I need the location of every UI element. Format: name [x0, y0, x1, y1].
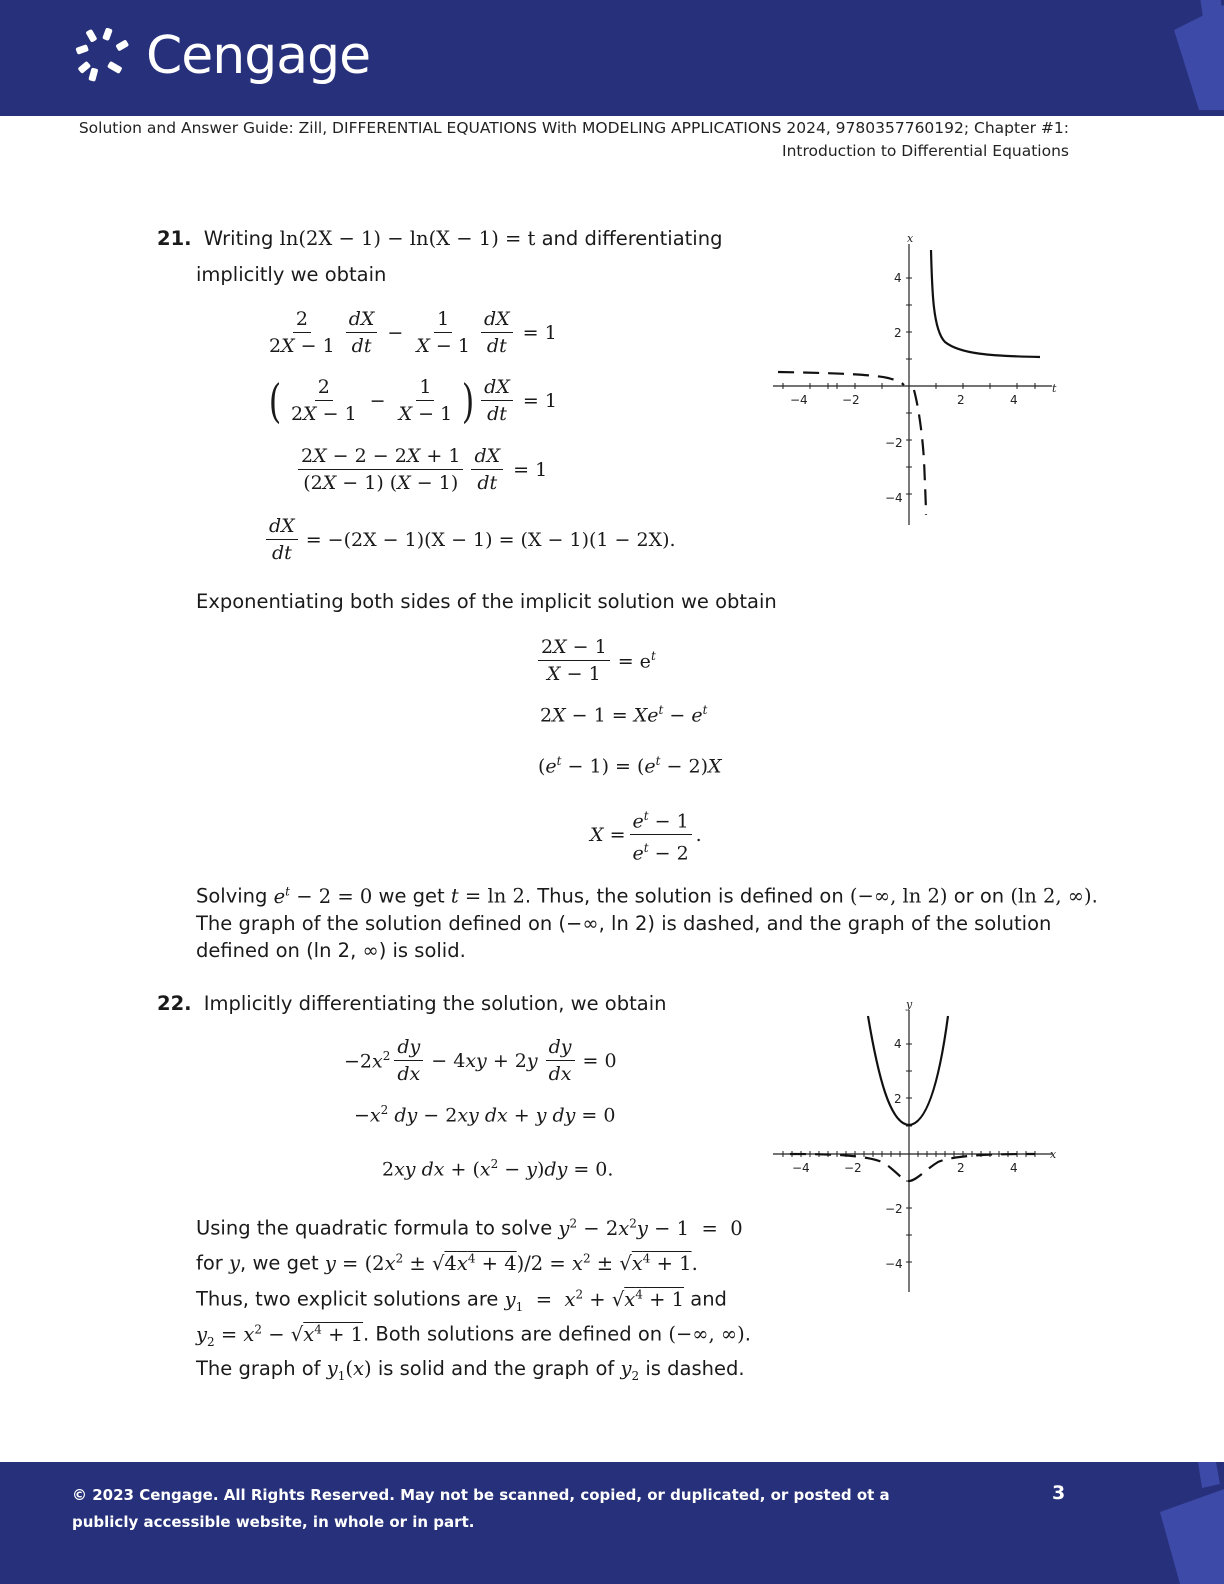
quadratic-line-3: Thus, two explicit solutions are $y_1 = x^2 + √x^4 + 1$ and [196, 1287, 727, 1314]
equation-exp-3: $(e^t - 1) = (e^t - 2)X$ [538, 754, 722, 778]
equation-implicit-2: $-x^2$ dy − 2xy dx + y dy = 0 [354, 1103, 616, 1127]
equation-derivative-1: $\frac{2}{2X - 1}$ $\frac{dX}{dt}$ − $\frac{1}{X - 1}$ $\frac{dX}{dt}$ = 1 [269, 308, 557, 357]
solving-line-2: The graph of the solution defined on (−∞, ln 2) is dashed, and the graph of the solution [196, 912, 1052, 935]
x-tick-label: −4 [790, 393, 808, 407]
problem-21-intro: 21. Writing ln(2X − 1) − ln(X − 1) = t and differentiating [157, 227, 723, 250]
quadratic-line-1: Using the quadratic formula to solve $y^2 - 2x^2y - 1 = 0$ [196, 1216, 743, 1240]
x-tick-label: −2 [844, 1161, 862, 1175]
equation-exp-solution: X = $\frac{e^t - 1}{e^t - 2}$ . [590, 803, 702, 867]
subtitle-line-1: Solution and Answer Guide: Zill, DIFFERENTIAL EQUATIONS With MODELING APPLICATIONS 2024, 9780357760192; Chapter #1: [78, 119, 1069, 137]
y-tick-label: −4 [885, 1257, 903, 1271]
y-tick-label: −2 [885, 436, 903, 450]
intro-equation: ln(2X − 1) − ln(X − 1) = t [279, 227, 536, 250]
y-tick-label: −4 [885, 491, 903, 505]
problem-22-intro: 22. Implicitly differentiating the solution, we obtain [157, 992, 667, 1015]
y-tick-label: 4 [894, 1037, 902, 1051]
problem-number: 22. [157, 992, 192, 1015]
y-tick-label: 4 [894, 271, 902, 285]
cengage-logo-text: Cengage [146, 26, 371, 86]
equation-exp-1: $\frac{2X - 1}{X - 1}$ = $e^t$ [534, 634, 656, 687]
page-footer [0, 1462, 1224, 1584]
solution-curve-y2-dashed [790, 1154, 1035, 1181]
exponentiating-text: Exponentiating both sides of the implicit solution we obtain [196, 590, 777, 613]
x-tick-label: 2 [957, 1161, 965, 1175]
solution-curve-dashed-left [778, 372, 904, 385]
equation-implicit-3: 2xy dx + $(x^2 - y)dy = 0$. [382, 1157, 614, 1181]
equation-implicit-1: $-2x^2$ $\frac{dy}{dx}$ − 4xy + 2y $\frac{dy}{dx}$ = 0 [344, 1036, 617, 1085]
quadratic-line-4: $y_2 = x^2 - √x^4 + 1$. Both solutions are defined on (−∞, ∞). [196, 1322, 751, 1349]
x-tick-label: 4 [1010, 393, 1018, 407]
x-tick-label: 4 [1010, 1161, 1018, 1175]
equation-exp-2: $2X - 1 = Xe^t - e^t$ [540, 703, 708, 727]
y-tick-label: 2 [894, 326, 902, 340]
decorative-shape-icon [1140, 1462, 1224, 1584]
graph-problem-21 [770, 230, 1070, 530]
quadratic-line-5: The graph of $y_1(x)$ is solid and the graph of $y_2$ is dashed. [196, 1357, 745, 1383]
quadratic-line-2: for y, we get $y = (2x^2 \pm √4x^4 + 4)/2 = x^2 \pm √x^4 + 1$. [196, 1251, 698, 1275]
solution-curve-dashed-right [914, 390, 926, 515]
problem-21-intro-line2: implicitly we obtain [196, 263, 387, 286]
equation-derivative-result: $\frac{dX}{dt}$ = −(2X − 1)(X − 1) = (X − 1)(1 − 2X). [262, 513, 676, 566]
horizontal-axis-label: t [1052, 382, 1057, 395]
y-tick-label: −2 [885, 1202, 903, 1216]
subtitle-line-2: Introduction to Differential Equations [782, 142, 1069, 160]
copyright-notice: © 2023 Cengage. All Rights Reserved. May not be scanned, copied, or duplicated, or posted ot a publicly accessible website, in whole or in part. [72, 1486, 890, 1531]
solving-line-1: Solving $e^t - 2 = 0$ we get t = ln 2. Thus, the solution is defined on (−∞, ln 2) or on (ln 2, ∞). [196, 884, 1098, 908]
x-tick-label: 2 [957, 393, 965, 407]
equation-derivative-2: ( $\frac{2}{2X - 1}$ − $\frac{1}{X - 1}$ ) $\frac{dX}{dt}$ = 1 [268, 373, 557, 428]
vertical-axis-label: y [906, 998, 913, 1011]
x-tick-label: −2 [842, 393, 860, 407]
page-number: 3 [1052, 1482, 1066, 1504]
x-tick-label: −4 [792, 1161, 810, 1175]
vertical-axis-label: x [907, 232, 914, 245]
equation-derivative-3: $\frac{2X - 2 - 2X + 1}{(2X - 1) (X - 1)}$ $\frac{dX}{dt}$ = 1 [294, 443, 547, 496]
y-tick-label: 2 [894, 1092, 902, 1106]
solution-curve-solid [931, 250, 1040, 357]
solving-line-3: defined on (ln 2, ∞) is solid. [196, 939, 466, 962]
problem-number: 21. [157, 227, 192, 250]
horizontal-axis-label: x [1050, 1148, 1057, 1161]
graph-problem-22 [770, 996, 1070, 1296]
